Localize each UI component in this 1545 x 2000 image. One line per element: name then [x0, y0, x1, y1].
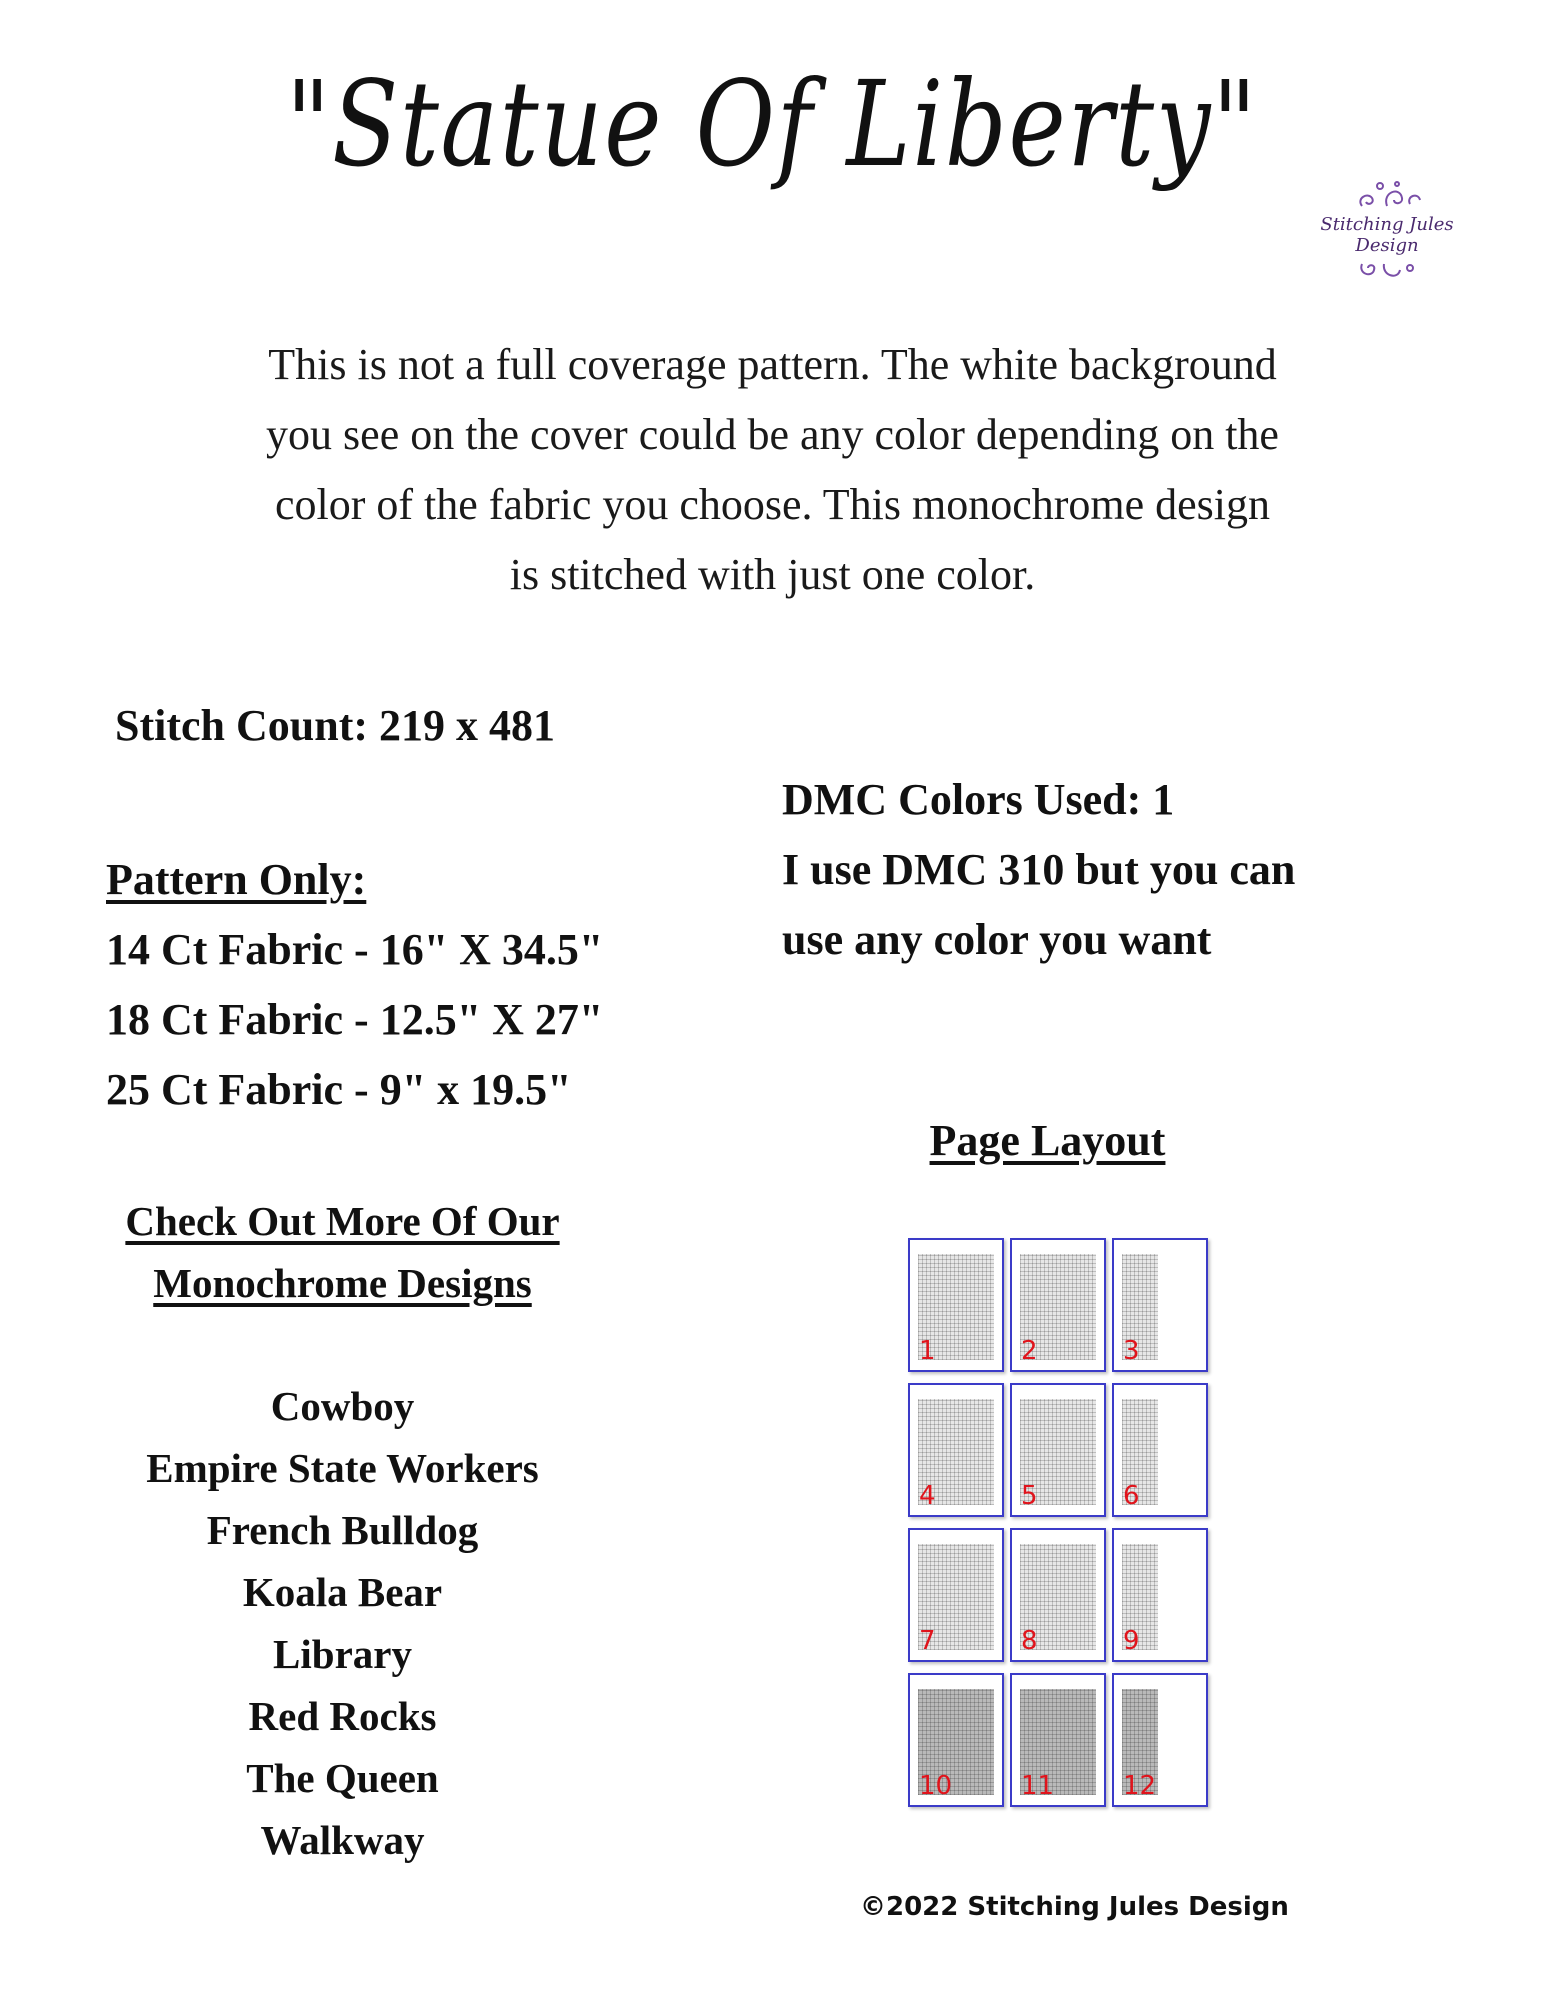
design-list-item: Walkway	[260, 1817, 425, 1863]
pattern-only-heading: Pattern Only:	[106, 855, 367, 904]
page-number: 7	[919, 1626, 936, 1656]
pattern-only-section	[106, 845, 603, 1125]
intro-line: you see on the cover could be any color depending on the	[266, 410, 1279, 459]
intro-paragraph	[150, 330, 1395, 610]
page-number: 4	[919, 1481, 936, 1511]
fabric-size: 14 Ct Fabric - 16" X 34.5"	[106, 925, 604, 974]
page-number: 6	[1123, 1481, 1140, 1511]
design-list	[70, 1375, 615, 1871]
intro-line: This is not a full coverage pattern. The white background	[268, 340, 1277, 389]
pattern-title: "Statue Of Liberty"	[285, 55, 1259, 193]
page-number: 10	[919, 1771, 953, 1801]
page-thumbnail	[908, 1238, 1004, 1372]
page-layout-heading: Page Layout	[929, 1116, 1166, 1165]
page-number: 9	[1123, 1626, 1140, 1656]
page-number: 12	[1123, 1771, 1157, 1801]
page-thumbnail	[1112, 1673, 1208, 1807]
page-thumbnail	[1112, 1238, 1208, 1372]
swirl-ornament-icon	[1342, 178, 1432, 212]
dmc-line: DMC Colors Used: 1	[782, 775, 1175, 824]
intro-line: is stitched with just one color.	[509, 550, 1036, 599]
fabric-size: 25 Ct Fabric - 9" x 19.5"	[106, 1065, 572, 1114]
page-thumbnail	[908, 1383, 1004, 1517]
dmc-line: I use DMC 310 but you can	[782, 845, 1296, 894]
intro-line: color of the fabric you choose. This monochrome design	[274, 480, 1271, 529]
page-thumbnail	[1010, 1528, 1106, 1662]
page-number: 3	[1123, 1336, 1140, 1366]
page-number: 11	[1021, 1771, 1055, 1801]
page-thumbnail	[1010, 1383, 1106, 1517]
design-list-item: The Queen	[246, 1755, 439, 1801]
design-list-item: Red Rocks	[248, 1693, 437, 1739]
stitch-count-value: 219 x 481	[379, 701, 556, 750]
dmc-line: use any color you want	[782, 915, 1212, 964]
design-list-item: Koala Bear	[242, 1569, 443, 1615]
page-thumbnail	[908, 1673, 1004, 1807]
design-list-item: French Bulldog	[206, 1507, 479, 1553]
copyright-notice: ©2022 Stitching Jules Design	[860, 1892, 1289, 1922]
page-thumbnail	[1010, 1673, 1106, 1807]
swirl-ornament-icon	[1352, 258, 1422, 286]
page-thumbnail	[908, 1528, 1004, 1662]
page-thumbnail	[1112, 1528, 1208, 1662]
page-number: 1	[919, 1336, 936, 1366]
more-designs-heading-line: Monochrome Designs	[153, 1260, 532, 1306]
page-number: 8	[1021, 1626, 1038, 1656]
stitch-count	[115, 700, 555, 751]
page-thumbnail	[1112, 1383, 1208, 1517]
stitch-count-label: Stitch Count:	[115, 701, 369, 750]
more-designs-heading-line: Check Out More Of Our	[125, 1198, 560, 1244]
page-number: 5	[1021, 1481, 1038, 1511]
brand-logo	[1292, 178, 1482, 288]
dmc-info	[782, 765, 1295, 975]
page-number: 2	[1021, 1336, 1038, 1366]
design-list-item: Library	[273, 1631, 412, 1677]
design-list-item: Empire State Workers	[146, 1445, 539, 1491]
fabric-size: 18 Ct Fabric - 12.5" X 27"	[106, 995, 604, 1044]
design-list-item: Cowboy	[270, 1383, 415, 1429]
brand-name: Stitching Jules Design	[1320, 214, 1454, 256]
more-designs-heading	[70, 1190, 615, 1314]
page-thumbnail	[1010, 1238, 1106, 1372]
